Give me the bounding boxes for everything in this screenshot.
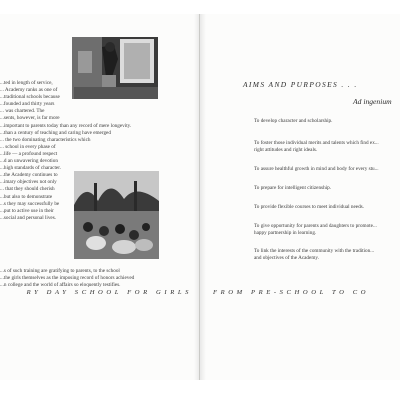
purpose-line: To develop character and scholarship.	[254, 118, 333, 124]
body-line: ...social and personal lives.	[0, 214, 57, 221]
purpose-item	[254, 204, 400, 211]
body-line: ...than a century of teaching and caring have emerged	[0, 129, 111, 136]
right-footer-banner: FROM PRE-SCHOOL TO CO	[213, 289, 370, 296]
body-line: ...founded and thirty years	[0, 101, 55, 108]
purpose-item	[254, 248, 400, 262]
left-page-body-text	[0, 80, 176, 222]
body-line: ... school in every phase of	[0, 143, 56, 150]
left-footer-banner: RY DAY SCHOOL FOR GIRLS	[26, 289, 192, 296]
body-line: ...but also to demonstrate	[0, 193, 53, 200]
purpose-line: To foster those individual merits and talents which find ex...	[254, 140, 379, 146]
body-line: ...put to active use in their	[0, 207, 54, 214]
body-line: ... Academy ranks as one of	[0, 87, 58, 94]
body-line: ...imary objectives not only	[0, 179, 57, 186]
purpose-line: To assure healthful growth in mind and body for every stu...	[254, 166, 379, 172]
purpose-item	[254, 185, 400, 192]
body-line: ...traditional schools because	[0, 94, 60, 101]
purpose-item	[254, 140, 400, 154]
latin-motto: Ad ingenium	[353, 97, 392, 106]
purpose-item	[254, 166, 400, 173]
purpose-line: and objectives of the Academy.	[254, 255, 319, 261]
body-line: ...d an unwavering devotion	[0, 158, 58, 165]
purpose-line: right attitudes and right ideals.	[254, 147, 318, 153]
purpose-item	[254, 223, 400, 237]
closing-line: ...n college and the world of affairs so eloquently testifies.	[0, 282, 121, 289]
gutter-shadow	[194, 14, 206, 380]
purpose-line: To give opportunity for parents and daughters to promote...	[254, 223, 377, 229]
body-line: ...sents, however, is far more	[0, 115, 60, 122]
body-line: ... the two dominating characteristics which	[0, 136, 91, 143]
body-line: ...s they may successfully be	[0, 200, 60, 207]
aims-and-purposes-heading: AIMS AND PURPOSES . . .	[243, 80, 358, 89]
purpose-line: happy partnership in learning.	[254, 230, 317, 236]
body-line: ...ted in length of service,	[0, 80, 53, 86]
purpose-line: To link the interests of the community with the tradition...	[254, 248, 375, 254]
left-page-closing-text	[0, 268, 170, 289]
right-page	[200, 14, 400, 380]
purpose-item	[254, 118, 400, 125]
body-line: ... that they should cherish	[0, 186, 55, 193]
closing-line: ...s of such training are gratifying to parents, to the school	[0, 268, 120, 274]
purpose-line: To provide flexible courses to meet individual needs.	[254, 204, 364, 210]
body-line: ...high standards of character.	[0, 165, 61, 172]
body-line: ...life — a profound respect	[0, 150, 58, 157]
closing-line: ...the girls themselves as the imposing record of honors achieved	[0, 275, 135, 282]
body-line: ...the Academy continues to	[0, 172, 58, 179]
body-line: ... was chartered. The	[0, 108, 45, 115]
purpose-line: To prepare for intelligent citizenship.	[254, 185, 331, 191]
body-line: ...important to parents today than any record of mere longevity.	[0, 122, 132, 129]
